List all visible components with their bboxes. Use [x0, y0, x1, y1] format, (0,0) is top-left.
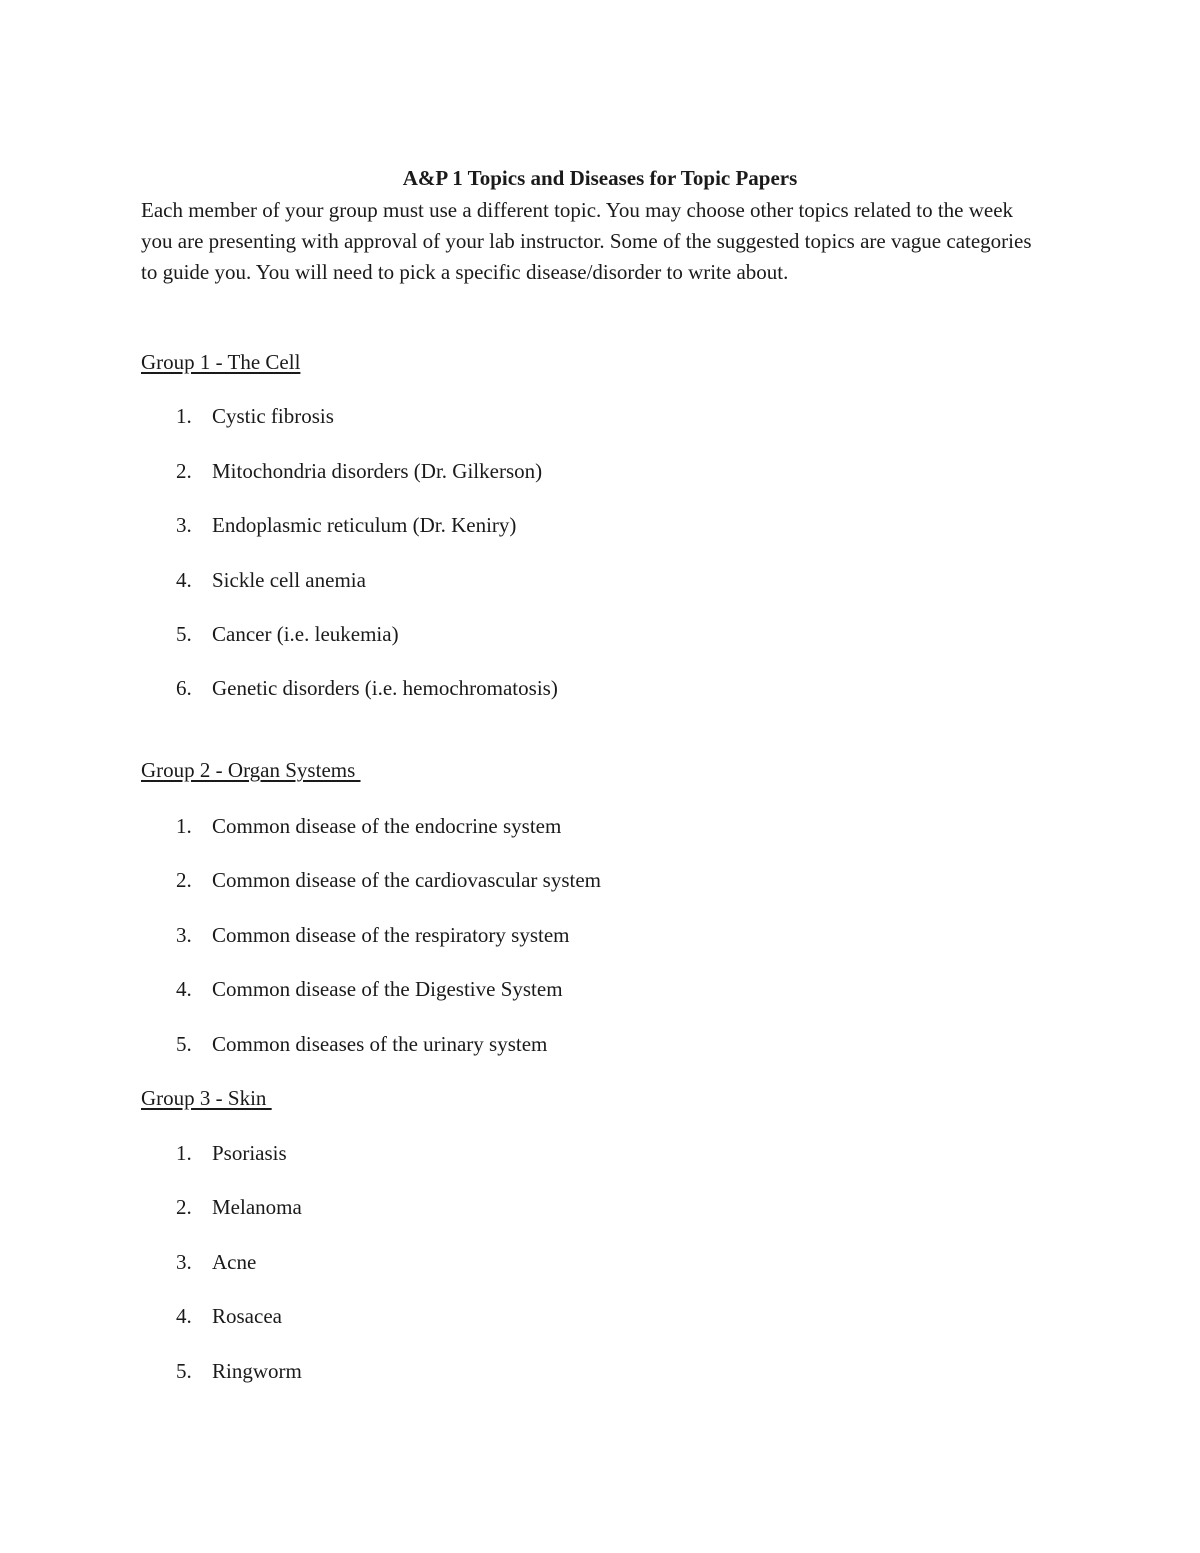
list-item-text: Cystic fibrosis [212, 404, 334, 428]
list-item-number: 1. [176, 814, 192, 838]
list-item-number: 2. [176, 1195, 192, 1219]
list-item [0, 1029, 1200, 1059]
list-item [0, 1356, 1200, 1386]
group-heading-skin: Group 3 - Skin [141, 1086, 272, 1110]
list-item-text: Common disease of the Digestive System [212, 977, 563, 1001]
list-item-text: Cancer (i.e. leukemia) [212, 622, 399, 646]
list-item-text: Common disease of the endocrine system [212, 814, 562, 838]
list-item [0, 673, 1200, 703]
group-heading-organ-systems: Group 2 - Organ Systems [141, 758, 361, 782]
list-item-text: Ringworm [212, 1359, 302, 1383]
list-item-number: 3. [176, 923, 192, 947]
list-item-number: 1. [176, 404, 192, 428]
list-item-number: 2. [176, 459, 192, 483]
list-item-text: Melanoma [212, 1195, 302, 1219]
list-item [0, 1192, 1200, 1222]
page-title: A&P 1 Topics and Diseases for Topic Papers [402, 166, 798, 190]
list-item-text: Psoriasis [212, 1141, 287, 1165]
list-item-number: 3. [176, 513, 192, 537]
list-item-number: 2. [176, 868, 192, 892]
list-item [0, 401, 1200, 431]
list-item [0, 920, 1200, 950]
intro-paragraph: Each member of your group must use a different topic. You may choose other topics related to the week you are presenting with approval of your lab instructor. Some of the suggested topics are vague categories to guide you. You will need to pick a specific disease/disorder to write about. [141, 198, 1032, 284]
list-item-text: Rosacea [212, 1304, 282, 1328]
list-item [0, 1247, 1200, 1277]
list-item-text: Common diseases of the urinary system [212, 1032, 548, 1056]
list-item-number: 5. [176, 1032, 192, 1056]
list-item-text: Endoplasmic reticulum (Dr. Keniry) [212, 513, 517, 537]
list-item-number: 5. [176, 622, 192, 646]
list-item-number: 4. [176, 1304, 192, 1328]
list-item-number: 1. [176, 1141, 192, 1165]
list-item [0, 974, 1200, 1004]
list-item-number: 6. [176, 676, 192, 700]
group-heading-the-cell: Group 1 - The Cell [141, 350, 301, 374]
list-item-text: Common disease of the respiratory system [212, 923, 570, 947]
list-item-text: Sickle cell anemia [212, 568, 366, 592]
list-item-text: Genetic disorders (i.e. hemochromatosis) [212, 676, 558, 700]
list-item-text: Common disease of the cardiovascular system [212, 868, 601, 892]
list-item-text: Acne [212, 1250, 257, 1274]
list-item-number: 3. [176, 1250, 192, 1274]
list-item-number: 5. [176, 1359, 192, 1383]
list-item [0, 565, 1200, 595]
list-item [0, 1301, 1200, 1331]
list-item-text: Mitochondria disorders (Dr. Gilkerson) [212, 459, 543, 483]
list-item [0, 619, 1200, 649]
list-item [0, 510, 1200, 540]
list-item-number: 4. [176, 977, 192, 1001]
list-item [0, 1138, 1200, 1168]
list-item [0, 456, 1200, 486]
list-item-number: 4. [176, 568, 192, 592]
list-item [0, 865, 1200, 895]
list-item [0, 811, 1200, 841]
